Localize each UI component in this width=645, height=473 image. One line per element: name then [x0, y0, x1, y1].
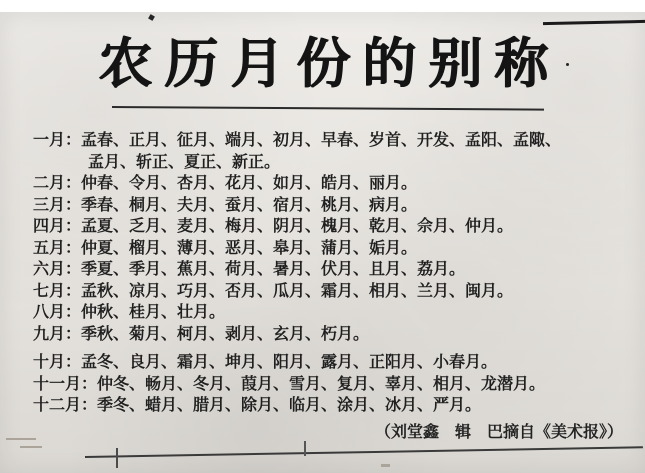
label-colon: ： [65, 323, 82, 343]
month-names: 孟夏、乏月、麦月、梅月、阴月、槐月、乾月、佘月、仲月。 [81, 216, 514, 235]
month-label: 一月 [33, 130, 66, 149]
month-names: 孟冬、良月、霜月、坤月、阳月、露月、正阳月、小春月。 [81, 352, 498, 371]
label-colon: ： [65, 194, 82, 214]
month-label: 二月 [33, 173, 66, 192]
month-row-october [33, 351, 573, 373]
label-colon: ： [65, 302, 82, 321]
month-names: 季春、桐月、夫月、蚕月、宿月、桃月、病月。 [81, 194, 418, 214]
label-colon: ： [65, 216, 82, 235]
month-names: 季秋、菊月、柯月、剥月、玄月、朽月。 [81, 323, 370, 343]
month-row-march [33, 194, 573, 216]
month-label: 四月 [33, 216, 66, 235]
month-list [33, 129, 573, 416]
month-names: 仲春、令月、杏月、花月、如月、皓月、丽月。 [81, 173, 418, 192]
month-label: 十一月 [33, 373, 82, 393]
month-names: 季夏、季月、蕉月、荷月、暑月、伏月、且月、荔月。 [81, 259, 466, 278]
page-title: 农历月份的别称 [98, 32, 560, 95]
month-names: 季冬、蜡月、腊月、除月、临月、涂月、冰月、严月。 [97, 395, 482, 414]
month-row-january [33, 129, 573, 172]
month-label: 七月 [33, 280, 66, 300]
scan-artifact-dash [20, 446, 42, 448]
month-names: 仲秋、桂月、壮月。 [81, 302, 226, 321]
label-colon: ： [81, 373, 98, 393]
credit-byline: （刘堂鑫 辑 巴摘自《美术报》） [374, 422, 623, 441]
month-row-february [33, 172, 573, 194]
scan-artifact-tick [116, 448, 118, 468]
month-row-june [33, 258, 573, 280]
month-row-december [33, 394, 573, 416]
scan-artifact-tick [304, 441, 306, 456]
label-colon: ： [65, 173, 82, 192]
month-row-july [33, 280, 573, 302]
month-row-august [33, 301, 573, 323]
month-row-may [33, 237, 573, 259]
label-colon: ： [65, 352, 82, 371]
month-names: 孟春、正月、征月、端月、初月、早春、岁首、开发、孟阳、孟陬、孟月、斩正、夏正、新正。 [81, 130, 562, 171]
month-names: 仲冬、畅月、冬月、葭月、雪月、复月、辜月、相月、龙潜月。 [97, 373, 546, 393]
month-label: 十月 [33, 352, 66, 371]
month-row-september [33, 323, 573, 345]
month-label: 十二月 [33, 395, 82, 414]
month-label: 三月 [33, 194, 66, 214]
label-colon: ： [65, 237, 82, 257]
month-row-november [33, 373, 573, 395]
scan-artifact-speck [566, 63, 569, 66]
label-colon: ： [65, 130, 82, 149]
month-label: 五月 [33, 237, 66, 257]
month-names: 孟秋、凉月、巧月、否月、瓜月、霜月、相月、兰月、闽月。 [81, 280, 514, 300]
scan-artifact-dash [381, 464, 390, 467]
label-colon: ： [65, 259, 82, 278]
month-label: 六月 [33, 259, 66, 278]
label-colon: ： [65, 280, 82, 300]
month-row-april [33, 215, 573, 237]
month-label: 九月 [33, 323, 66, 343]
month-names: 仲夏、榴月、薄月、恶月、皋月、蒲月、姤月。 [81, 237, 418, 257]
label-colon: ： [81, 395, 98, 414]
scan-artifact-dash [6, 438, 36, 440]
month-label: 八月 [33, 302, 66, 321]
